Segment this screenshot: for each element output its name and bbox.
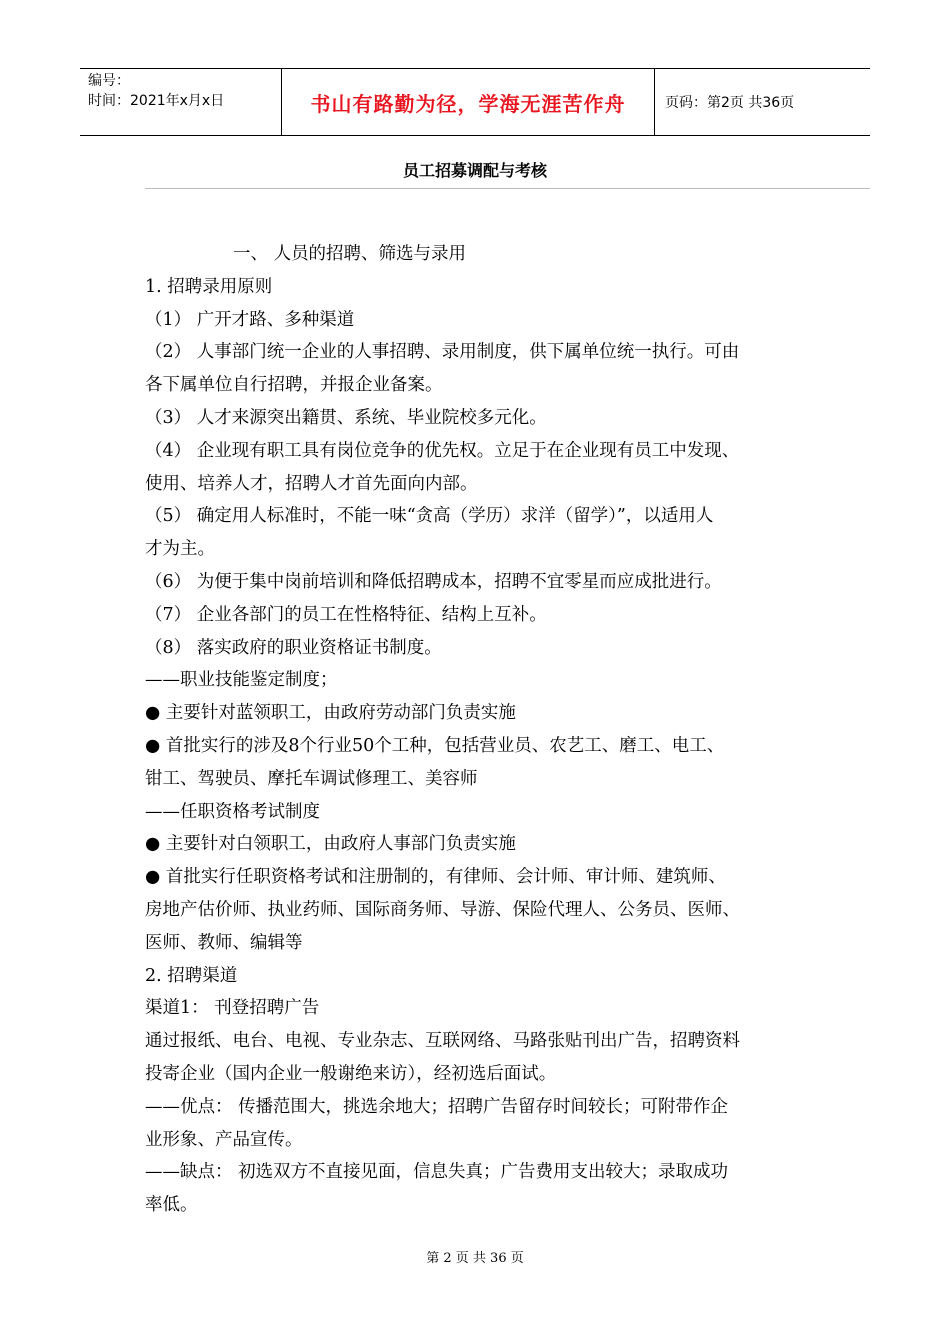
dash-heading: ——任职资格考试制度	[145, 801, 320, 822]
bullet-item: ● 主要针对蓝领职工，由政府劳动部门负责实施	[145, 703, 516, 724]
list-item: （2） 人事部门统一企业的人事招聘、录用制度，供下属单位统一执行。可由	[145, 342, 740, 363]
paragraph-line: 通过报纸、电台、电视、专业杂志、互联网络、马路张贴刊出广告，招聘资料	[145, 1031, 740, 1052]
bullet-item: ● 主要针对白领职工，由政府人事部门负责实施	[145, 834, 516, 855]
list-item: （5） 确定用人标准时，不能一味“贪高（学历）求洋（留学）”，以适用人	[145, 506, 714, 527]
paragraph-line: 投寄企业（国内企业一般谢绝来访），经初选后面试。	[145, 1063, 557, 1084]
list-item: （1） 广开才路、多种渠道	[145, 309, 355, 330]
cons-line: ——缺点： 初选双方不直接见面，信息失真；广告费用支出较大；录取成功	[145, 1162, 729, 1183]
list-item: （6） 为便于集中岗前培训和降低招聘成本，招聘不宜零星而应成批进行。	[145, 571, 722, 592]
bullet-item-continued: 钳工、驾驶员、摩托车调试修理工、美容师	[145, 768, 478, 789]
date-label: 时间：2021年x月x日	[88, 93, 225, 109]
list-item-continued: 各下属单位自行招聘，并报企业备案。	[145, 375, 443, 396]
pros-line: ——优点： 传播范围大，挑选余地大；招聘广告留存时间较长；可附带作企	[145, 1096, 729, 1117]
bullet-item: ● 首批实行的涉及8个行业50个工种，包括营业员、农艺工、磨工、电工、	[145, 735, 725, 756]
title-divider	[145, 188, 870, 189]
dash-heading: ——职业技能鉴定制度；	[145, 670, 338, 691]
list-item: （4） 企业现有职工具有岗位竞争的优先权。立足于在企业现有员工中发现、	[145, 440, 740, 461]
section-heading: 一、 人员的招聘、筛选与录用	[233, 244, 467, 264]
cons-line-continued: 率低。	[145, 1195, 198, 1216]
bullet-item-continued: 房地产估价师、执业药师、国际商务师、导游、保险代理人、公务员、医师、	[145, 899, 740, 920]
subsection-heading: 2. 招聘渠道	[145, 965, 238, 986]
channel-heading: 渠道1： 刊登招聘广告	[145, 998, 320, 1019]
bullet-item-continued: 医师、教师、编辑等	[145, 932, 303, 953]
document-title: 员工招募调配与考核	[402, 161, 547, 180]
list-item-continued: 才为主。	[145, 539, 215, 560]
header-meta	[80, 69, 282, 135]
number-label: 编号：	[88, 73, 130, 89]
bullet-item: ● 首批实行任职资格考试和注册制的，有律师、会计师、审计师、建筑师、	[145, 867, 726, 888]
header-motto: 书山有路勤为径，学海无涯苦作舟	[282, 69, 655, 135]
list-item: （3） 人才来源突出籍贯、系统、毕业院校多元化。	[145, 407, 547, 428]
pros-line-continued: 业形象、产品宣传。	[145, 1129, 303, 1150]
subsection-heading: 1. 招聘录用原则	[145, 276, 273, 297]
list-item: （8） 落实政府的职业资格证书制度。	[145, 637, 442, 658]
page-footer: 第 2 页 共 36 页	[426, 1251, 524, 1266]
page-header	[80, 68, 870, 136]
document-body	[145, 238, 810, 1222]
list-item-continued: 使用、培养人才，招聘人才首先面向内部。	[145, 473, 478, 494]
header-page-info: 页码：第2页 共36页	[665, 95, 795, 111]
list-item: （7） 企业各部门的员工在性格特征、结构上互补。	[145, 604, 547, 625]
